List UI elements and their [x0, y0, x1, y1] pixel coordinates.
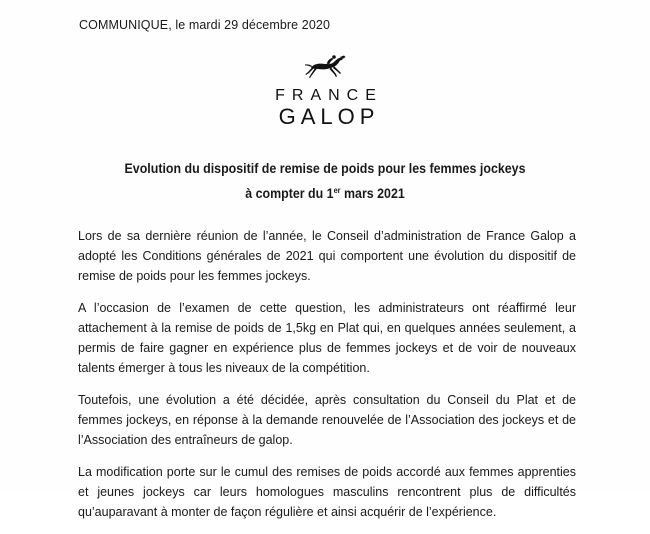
- headline-ordinal-suffix: er: [333, 186, 341, 195]
- headline: [26, 158, 624, 205]
- paragraph-2: A l’occasion de l’examen de cette question, les administrateurs ont réaffirmé leur attachement à la remise de poids de 1,5kg en Plat qui, en quelques années seulement, a permis de faire gagner en expérience plus de femmes jockeys et de voir de nouveaux talents émerger à tous les niveaux de la compétition.: [78, 301, 576, 375]
- headline-line-2-prefix: à compter du 1: [245, 186, 334, 201]
- horse-and-jockey-icon: [303, 52, 347, 82]
- headline-line-2-suffix: mars 2021: [340, 186, 405, 201]
- headline-line-1: Evolution du dispositif de remise de poids pour les femmes jockeys: [124, 161, 526, 176]
- paragraph-3: Toutefois, une évolution a été décidée, après consultation du Conseil du Plat et de femmes jockeys, en réponse à la demande renouvelée de l’Association des jockeys et de l’Association des entraîneurs de galop.: [78, 393, 576, 447]
- paragraph-1: Lors de sa dernière réunion de l’année, le Conseil d’administration de France Galop a adopté les Conditions générales de 2021 qui comportent une évolution du dispositif de remise de poids pour les femmes jockeys.: [78, 229, 576, 283]
- dateline: COMMUNIQUE, le mardi 29 décembre 2020: [79, 18, 331, 32]
- logo-text-france: FRANCE: [275, 87, 383, 104]
- body-text: [78, 226, 576, 534]
- logo-text-galop: GALOP: [278, 104, 380, 129]
- france-galop-logo: [0, 52, 650, 82]
- headline-line-2: [26, 180, 624, 205]
- paragraph-4: La modification porte sur le cumul des remises de poids accordé aux femmes apprenties et jeunes jockeys car leurs homologues masculins rencontrent plus de difficultés qu’auparavant à monter de façon régulière et ainsi acquérir de l’expérience.: [78, 465, 576, 519]
